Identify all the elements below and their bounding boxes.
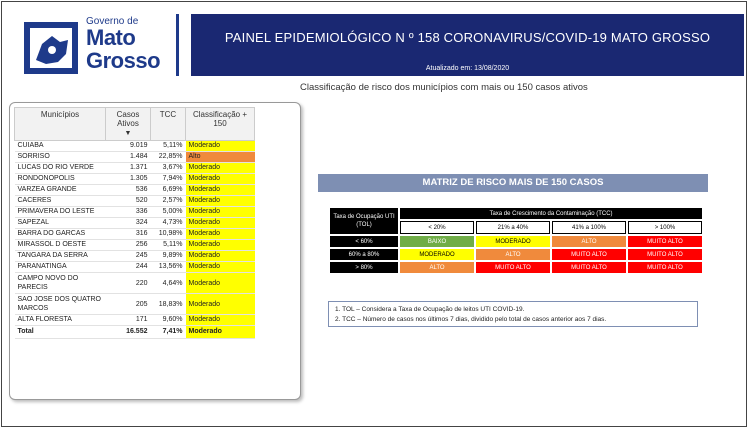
cell-classificacao: Moderado <box>186 251 255 262</box>
table-body <box>15 141 255 339</box>
cell-tcc: 10,98% <box>151 229 186 240</box>
matrix-col-label: > 100% <box>628 221 702 234</box>
page-title: PAINEL EPIDEMIOLÓGICO N º 158 CORONAVIRUS/COVID-19 MATO GROSSO <box>224 30 711 45</box>
updated-date: Atualizado em: 13/08/2020 <box>425 65 510 72</box>
matrix-cell: ALTO <box>552 236 626 247</box>
cell-casos: 245 <box>106 251 151 262</box>
section-subtitle: Classificação de risco dos municípios com mais ou 150 casos ativos <box>300 82 588 93</box>
cell-tcc: 4,73% <box>151 218 186 229</box>
cell-casos: 256 <box>106 240 151 251</box>
total-tcc: 7,41% <box>151 326 186 339</box>
col-header-label: Classificação + 150 <box>192 110 248 128</box>
col-header-tcc[interactable] <box>151 108 186 141</box>
table-row[interactable] <box>15 196 255 207</box>
cell-casos: 520 <box>106 196 151 207</box>
matrix-row-label: 60% a 80% <box>330 249 398 260</box>
table-row[interactable] <box>15 218 255 229</box>
matrix-cell: MUITO ALTO <box>628 262 702 273</box>
cell-classificacao: Moderado <box>186 240 255 251</box>
col-header-classificacao[interactable] <box>186 108 255 141</box>
cell-classificacao: Moderado <box>186 207 255 218</box>
cell-classificacao: Moderado <box>186 229 255 240</box>
matrix-cell: MODERADO <box>476 236 550 247</box>
cell-tcc: 5,00% <box>151 207 186 218</box>
cell-tcc: 5,11% <box>151 141 186 152</box>
cell-municipio: MIRASSOL D OESTE <box>15 240 106 251</box>
cell-casos: 1.484 <box>106 152 151 163</box>
col-header-casos[interactable] <box>106 108 151 141</box>
cell-tcc: 13,56% <box>151 262 186 273</box>
matrix-title: MATRIZ DE RISCO MAIS DE 150 CASOS <box>318 174 708 192</box>
cell-classificacao: Moderado <box>186 163 255 174</box>
cell-classificacao: Moderado <box>186 174 255 185</box>
cell-municipio: PRIMAVERA DO LESTE <box>15 207 106 218</box>
total-label: Total <box>15 326 106 339</box>
matrix-cell: MUITO ALTO <box>628 236 702 247</box>
table-row[interactable] <box>15 141 255 152</box>
cell-casos: 171 <box>106 315 151 326</box>
cell-classificacao: Moderado <box>186 315 255 326</box>
matrix-col-label: 21% a 40% <box>476 221 550 234</box>
table-row[interactable] <box>15 163 255 174</box>
matrix-cell: MUITO ALTO <box>628 249 702 260</box>
cell-casos: 220 <box>106 273 151 294</box>
cell-casos: 316 <box>106 229 151 240</box>
matrix-cell: ALTO <box>476 249 550 260</box>
table-row[interactable] <box>15 240 255 251</box>
table-row[interactable] <box>15 273 255 294</box>
cell-municipio: LUCAS DO RIO VERDE <box>15 163 106 174</box>
table-row[interactable] <box>15 174 255 185</box>
table-row[interactable] <box>15 251 255 262</box>
cell-casos: 1.305 <box>106 174 151 185</box>
cell-municipio: PARANATINGA <box>15 262 106 273</box>
matrix-notes <box>328 301 698 327</box>
total-casos: 16.552 <box>106 326 151 339</box>
cell-casos: 244 <box>106 262 151 273</box>
cell-casos: 536 <box>106 185 151 196</box>
logo-divider <box>176 14 179 76</box>
cell-tcc: 18,83% <box>151 294 186 315</box>
col-header-label: TCC <box>159 110 177 119</box>
matrix-cell: ALTO <box>400 262 474 273</box>
matrix-cell: MUITO ALTO <box>476 262 550 273</box>
table-row[interactable] <box>15 185 255 196</box>
cell-municipio: CUIABA <box>15 141 106 152</box>
sort-desc-icon: ▼ <box>124 130 132 137</box>
matrix-col-header: Taxa de Crescimento da Contaminação (TCC) <box>400 208 702 219</box>
cell-classificacao: Moderado <box>186 262 255 273</box>
matrix-cell: BAIXO <box>400 236 474 247</box>
cell-tcc: 2,57% <box>151 196 186 207</box>
cell-municipio: BARRA DO GARCAS <box>15 229 106 240</box>
table-row[interactable] <box>15 294 255 315</box>
municipalities-table <box>14 107 255 339</box>
cell-classificacao: Moderado <box>186 218 255 229</box>
matrix-cell: MUITO ALTO <box>552 262 626 273</box>
cell-municipio: TANGARA DA SERRA <box>15 251 106 262</box>
cell-classificacao: Moderado <box>186 141 255 152</box>
cell-casos: 1.371 <box>106 163 151 174</box>
table-row[interactable] <box>15 315 255 326</box>
matrix-col-label: < 20% <box>400 221 474 234</box>
cell-tcc: 4,64% <box>151 273 186 294</box>
table-row[interactable] <box>15 262 255 273</box>
cell-municipio: CAMPO NOVO DO PARECIS <box>15 273 106 294</box>
cell-classificacao: Alto <box>186 152 255 163</box>
cell-tcc: 22,85% <box>151 152 186 163</box>
cell-classificacao: Moderado <box>186 196 255 207</box>
matrix-row-label: > 80% <box>330 262 398 273</box>
cell-casos: 9.019 <box>106 141 151 152</box>
note-tcc: 2. TCC – Número de casos nos últimos 7 dias, dividido pelo total de casos anterior aos 7 dias. <box>335 316 607 323</box>
cell-tcc: 5,11% <box>151 240 186 251</box>
matrix-cell: MODERADO <box>400 249 474 260</box>
matrix-row-label: < 60% <box>330 236 398 247</box>
logo-small-text: Governo de <box>86 16 139 27</box>
cell-classificacao: Moderado <box>186 294 255 315</box>
cell-tcc: 3,67% <box>151 163 186 174</box>
cell-tcc: 9,60% <box>151 315 186 326</box>
municipalities-panel <box>9 102 301 400</box>
cell-municipio: ALTA FLORESTA <box>15 315 106 326</box>
logo <box>22 14 172 76</box>
col-header-municipios[interactable] <box>15 108 106 141</box>
cell-tcc: 6,69% <box>151 185 186 196</box>
cell-casos: 324 <box>106 218 151 229</box>
logo-line-1: Mato <box>86 25 136 50</box>
cell-casos: 336 <box>106 207 151 218</box>
col-header-label: Municípios <box>40 110 80 119</box>
total-row <box>15 326 255 339</box>
total-classificacao: Moderado <box>186 326 255 339</box>
table-row[interactable] <box>15 229 255 240</box>
note-tol: 1. TOL – Considera a Taxa de Ocupação de leitos UTI COVID-19. <box>335 306 525 313</box>
matrix-col-label: 41% a 100% <box>552 221 626 234</box>
cell-classificacao: Moderado <box>186 185 255 196</box>
cell-municipio: CACERES <box>15 196 106 207</box>
logo-line-2: Grosso <box>86 48 161 73</box>
cell-municipio: RONDONOPOLIS <box>15 174 106 185</box>
cell-municipio: SAPEZAL <box>15 218 106 229</box>
matrix-row-header: Taxa de Ocupação UTI (TOL) <box>330 208 398 234</box>
cell-tcc: 7,94% <box>151 174 186 185</box>
col-header-label: Casos Ativos <box>116 110 140 128</box>
cell-classificacao: Moderado <box>186 273 255 294</box>
cell-casos: 205 <box>106 294 151 315</box>
matrix-cell: MUITO ALTO <box>552 249 626 260</box>
table-row[interactable] <box>15 152 255 163</box>
mato-grosso-emblem-icon <box>22 20 80 76</box>
risk-matrix-panel <box>318 174 708 332</box>
cell-municipio: VARZEA GRANDE <box>15 185 106 196</box>
header-banner <box>191 14 744 76</box>
cell-municipio: SORRISO <box>15 152 106 163</box>
risk-matrix <box>328 206 704 275</box>
table-row[interactable] <box>15 207 255 218</box>
cell-municipio: SAO JOSE DOS QUATRO MARCOS <box>15 294 106 315</box>
cell-tcc: 9,89% <box>151 251 186 262</box>
